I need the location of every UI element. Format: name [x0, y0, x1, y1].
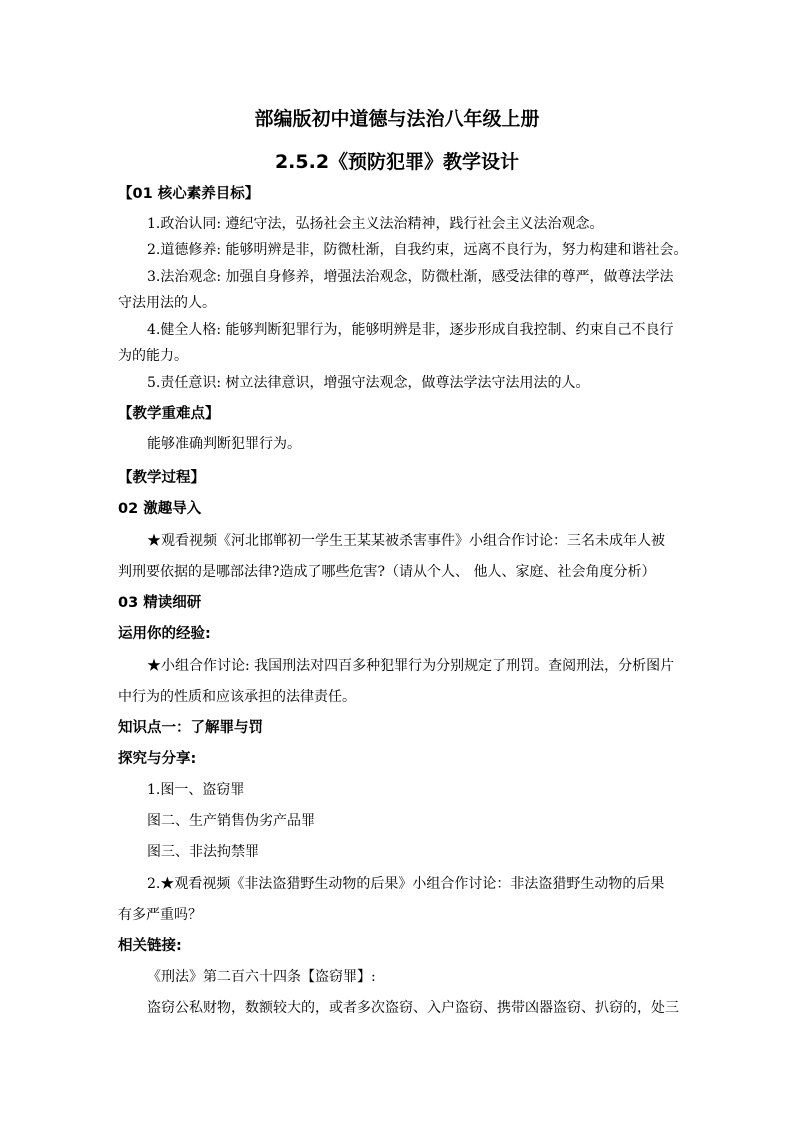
subheading-intro: 02 激趣导入	[118, 501, 202, 517]
experience-paragraph-line-1: ★小组合作讨论: 我国刑法对四百多种犯罪行为分别规定了刑罚。查阅刑法，分析图片	[147, 658, 675, 674]
document-title: 部编版初中道德与法治八年级上册	[254, 108, 540, 130]
subheading-explore-share: 探究与分享:	[118, 751, 197, 767]
law-text: 盗窃公私财物，数额较大的，或者多次盗窃、入户盗窃、携带凶器盗窃、扒窃的，处三	[147, 1000, 679, 1016]
goal-item-1: 1.政治认同: 遵纪守法，弘扬社会主义法治精神，践行社会主义法治观念。	[147, 216, 604, 232]
goal-item-4-line-2: 为的能力。	[118, 348, 188, 364]
subheading-related-links: 相关链接:	[118, 938, 182, 954]
subheading-close-reading: 03 精读细研	[118, 595, 202, 611]
intro-paragraph-line-1: ★观看视频《河北邯郸初一学生王某某被杀害事件》小组合作讨论：三名未成年人被	[147, 533, 665, 549]
subheading-knowledge-point-1: 知识点一：了解罪与罚	[118, 720, 263, 736]
section-heading-process: 【教学过程】	[118, 470, 205, 486]
section-heading-core-goals: 【01 核心素养目标】	[118, 186, 260, 202]
list-item-figure-2: 图二、生产销售伪劣产品罪	[147, 813, 315, 829]
goal-item-3-line-2: 守法用法的人。	[118, 295, 216, 311]
intro-paragraph-line-2: 判刑要依据的是哪部法律?造成了哪些危害?（请从个人、 他人、家庭、社会角度分析）	[118, 564, 656, 580]
goal-item-3-line-1: 3.法治观念: 加强自身修养，增强法治观念，防微杜渐，感受法律的尊严，做尊法学法	[147, 269, 674, 285]
key-point-text: 能够准确判断犯罪行为。	[147, 436, 301, 452]
list-item-figure-1: 1.图一、盗窃罪	[147, 782, 245, 798]
video-paragraph-line-1: 2.★观看视频《非法盗猎野生动物的后果》小组合作讨论：非法盗猎野生动物的后果	[147, 876, 665, 892]
document-subtitle: 2.5.2《预防犯罪》教学设计	[274, 151, 520, 173]
goal-item-5: 5.责任意识: 树立法律意识，增强守法观念，做尊法学法守法用法的人。	[147, 375, 590, 391]
goal-item-2: 2.道德修养: 能够明辨是非，防微杜渐，自我约束，远离不良行为，努力构建和谐社会。	[147, 242, 688, 258]
experience-paragraph-line-2: 中行为的性质和应该承担的法律责任。	[118, 689, 356, 705]
goal-item-4-line-1: 4.健全人格: 能够判断犯罪行为，能够明辨是非，逐步形成自我控制、约束自己不良行	[147, 322, 674, 338]
law-citation: 《刑法》第二百六十四条【盗窃罪】:	[147, 969, 376, 985]
video-paragraph-line-2: 有多严重吗？	[118, 907, 202, 923]
subheading-experience: 运用你的经验:	[118, 626, 211, 642]
section-heading-key-points: 【教学重难点】	[118, 406, 220, 422]
list-item-figure-3: 图三、非法拘禁罪	[147, 844, 259, 860]
